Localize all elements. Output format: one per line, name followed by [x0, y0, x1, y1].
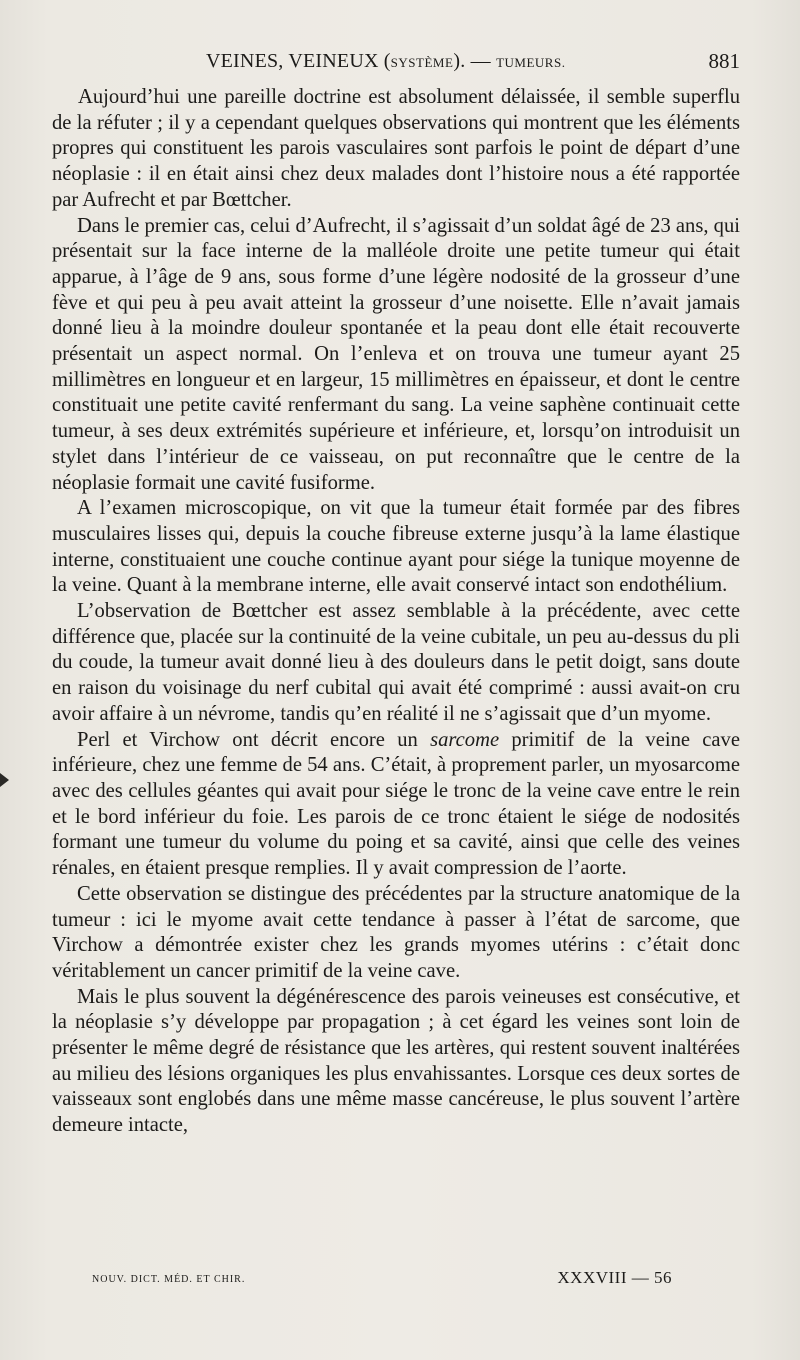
margin-arrow-icon	[0, 773, 9, 787]
header-subtitle-small-caps: TUMEURS.	[496, 55, 566, 70]
footer-signature: XXXVIII — 56	[557, 1268, 672, 1287]
running-header	[50, 46, 740, 76]
paragraph-4: L’observation de Bœttcher est assez semblable à la précédente, avec cette différence que, placée sur la continuité de la veine cubitale, un peu au-dessus du pli du coude, la tumeur avait donné lieu à des douleurs dans le petit doigt, sans doute en raison du voisinage du nerf cubital qui avait été comprimé : aussi avait-on cru avoir affaire à un névrome, tandis qu’en réalité il ne s’agissait que d’un myome.	[52, 600, 740, 725]
paragraph-5-emphasis: sarcome	[430, 728, 500, 751]
paragraph-5-text-end: primitif de la veine cave inférieure, chez une femme de 54 ans. C’était, à proprement parler, un myosarcome avec des cellules géantes qui avait pour siége le tronc de la veine cave entre le rein et le bord inférieur du foie. Les parois de ce tronc étaient le siége de nodosités formant une tumeur du volume du poing et sa cavité, ainsi que celle des veines rénales, en étaient presque remplies. Il y avait compression de l’aorte.	[52, 728, 740, 880]
page-footer	[92, 1268, 672, 1292]
header-title-separator: ). —	[453, 50, 497, 72]
footer-publication: NOUV. DICT. MÉD. ET CHIR.	[92, 1274, 246, 1285]
header-title	[206, 46, 565, 78]
paragraph-7: Mais le plus souvent la dégénérescence des parois veineuses est consécutive, et la néoplasie s’y développe par propagation ; à cet égard les veines sont loin de présenter le même degré de résistance que les artères, qui restent souvent inaltérées au milieu des lésions organiques les plus envahissantes. Lorsque ces deux sortes de vaisseaux sont englobés dans une même masse cancéreuse, le plus souvent l’artère demeure intacte,	[52, 985, 740, 1137]
paragraph-5-text-start: Perl et Virchow ont décrit encore un	[77, 728, 431, 751]
paragraph-3: A l’examen microscopique, on vit que la tumeur était formée par des fibres musculaires lisses qui, depuis la couche fibreuse externe jusqu’à la lame élastique interne, constituaient une couche continue ayant pour siége la tunique moyenne de la veine. Quant à la membrane interne, elle avait conservé intact son endothélium.	[52, 497, 740, 597]
page-number: 881	[708, 49, 740, 73]
paragraph-5	[52, 728, 740, 882]
header-title-main: VEINES, VEINEUX (	[206, 50, 391, 72]
body-text	[52, 85, 740, 1139]
paragraph-6: Cette observation se distingue des précédentes par la structure anatomique de la tumeur : ici le myome avait cette tendance à passer à l’état de sarcome, que Virchow a démontrée exister chez les grands myomes utérins : c’était donc véritablement un cancer primitif de la veine cave.	[52, 882, 740, 982]
paragraph-1: Aujourd’hui une pareille doctrine est absolument délaissée, il semble superflu de la réfuter ; il y a cependant quelques observations qui montrent que les éléments propres qui constituent les parois vasculaires sont parfois le point de départ d’une néoplasie : il en était ainsi chez deux malades dont l’histoire nous a été rapportée par Aufrecht et par Bœttcher.	[52, 86, 740, 211]
header-title-small-caps: SYSTÈME	[390, 55, 454, 70]
paragraph-2: Dans le premier cas, celui d’Aufrecht, il s’agissait d’un soldat âgé de 23 ans, qui présentait sur la face interne de la malléole droite une petite tumeur qui était apparue, à l’âge de 9 ans, sous forme d’une légère nodosité de la grosseur d’une fève et qui peu à peu avait atteint la grosseur d’une noisette. Elle n’avait jamais donné lieu à la moindre douleur spontanée et la peau dont elle était recouverte présentait un aspect normal. On l’enleva et on trouva une tumeur ayant 25 millimètres en longueur et en largeur, 15 millimètres en épaisseur, et dont le centre constituait une petite cavité renfermant du sang. La veine saphène continuait cette tumeur, à ses deux extrémités supérieure et inférieure, et, lorsqu’on introduisit un stylet dans l’intérieur de ce vaisseau, on put reconnaître que le centre de la néoplasie formait une cavité fusiforme.	[52, 214, 740, 494]
